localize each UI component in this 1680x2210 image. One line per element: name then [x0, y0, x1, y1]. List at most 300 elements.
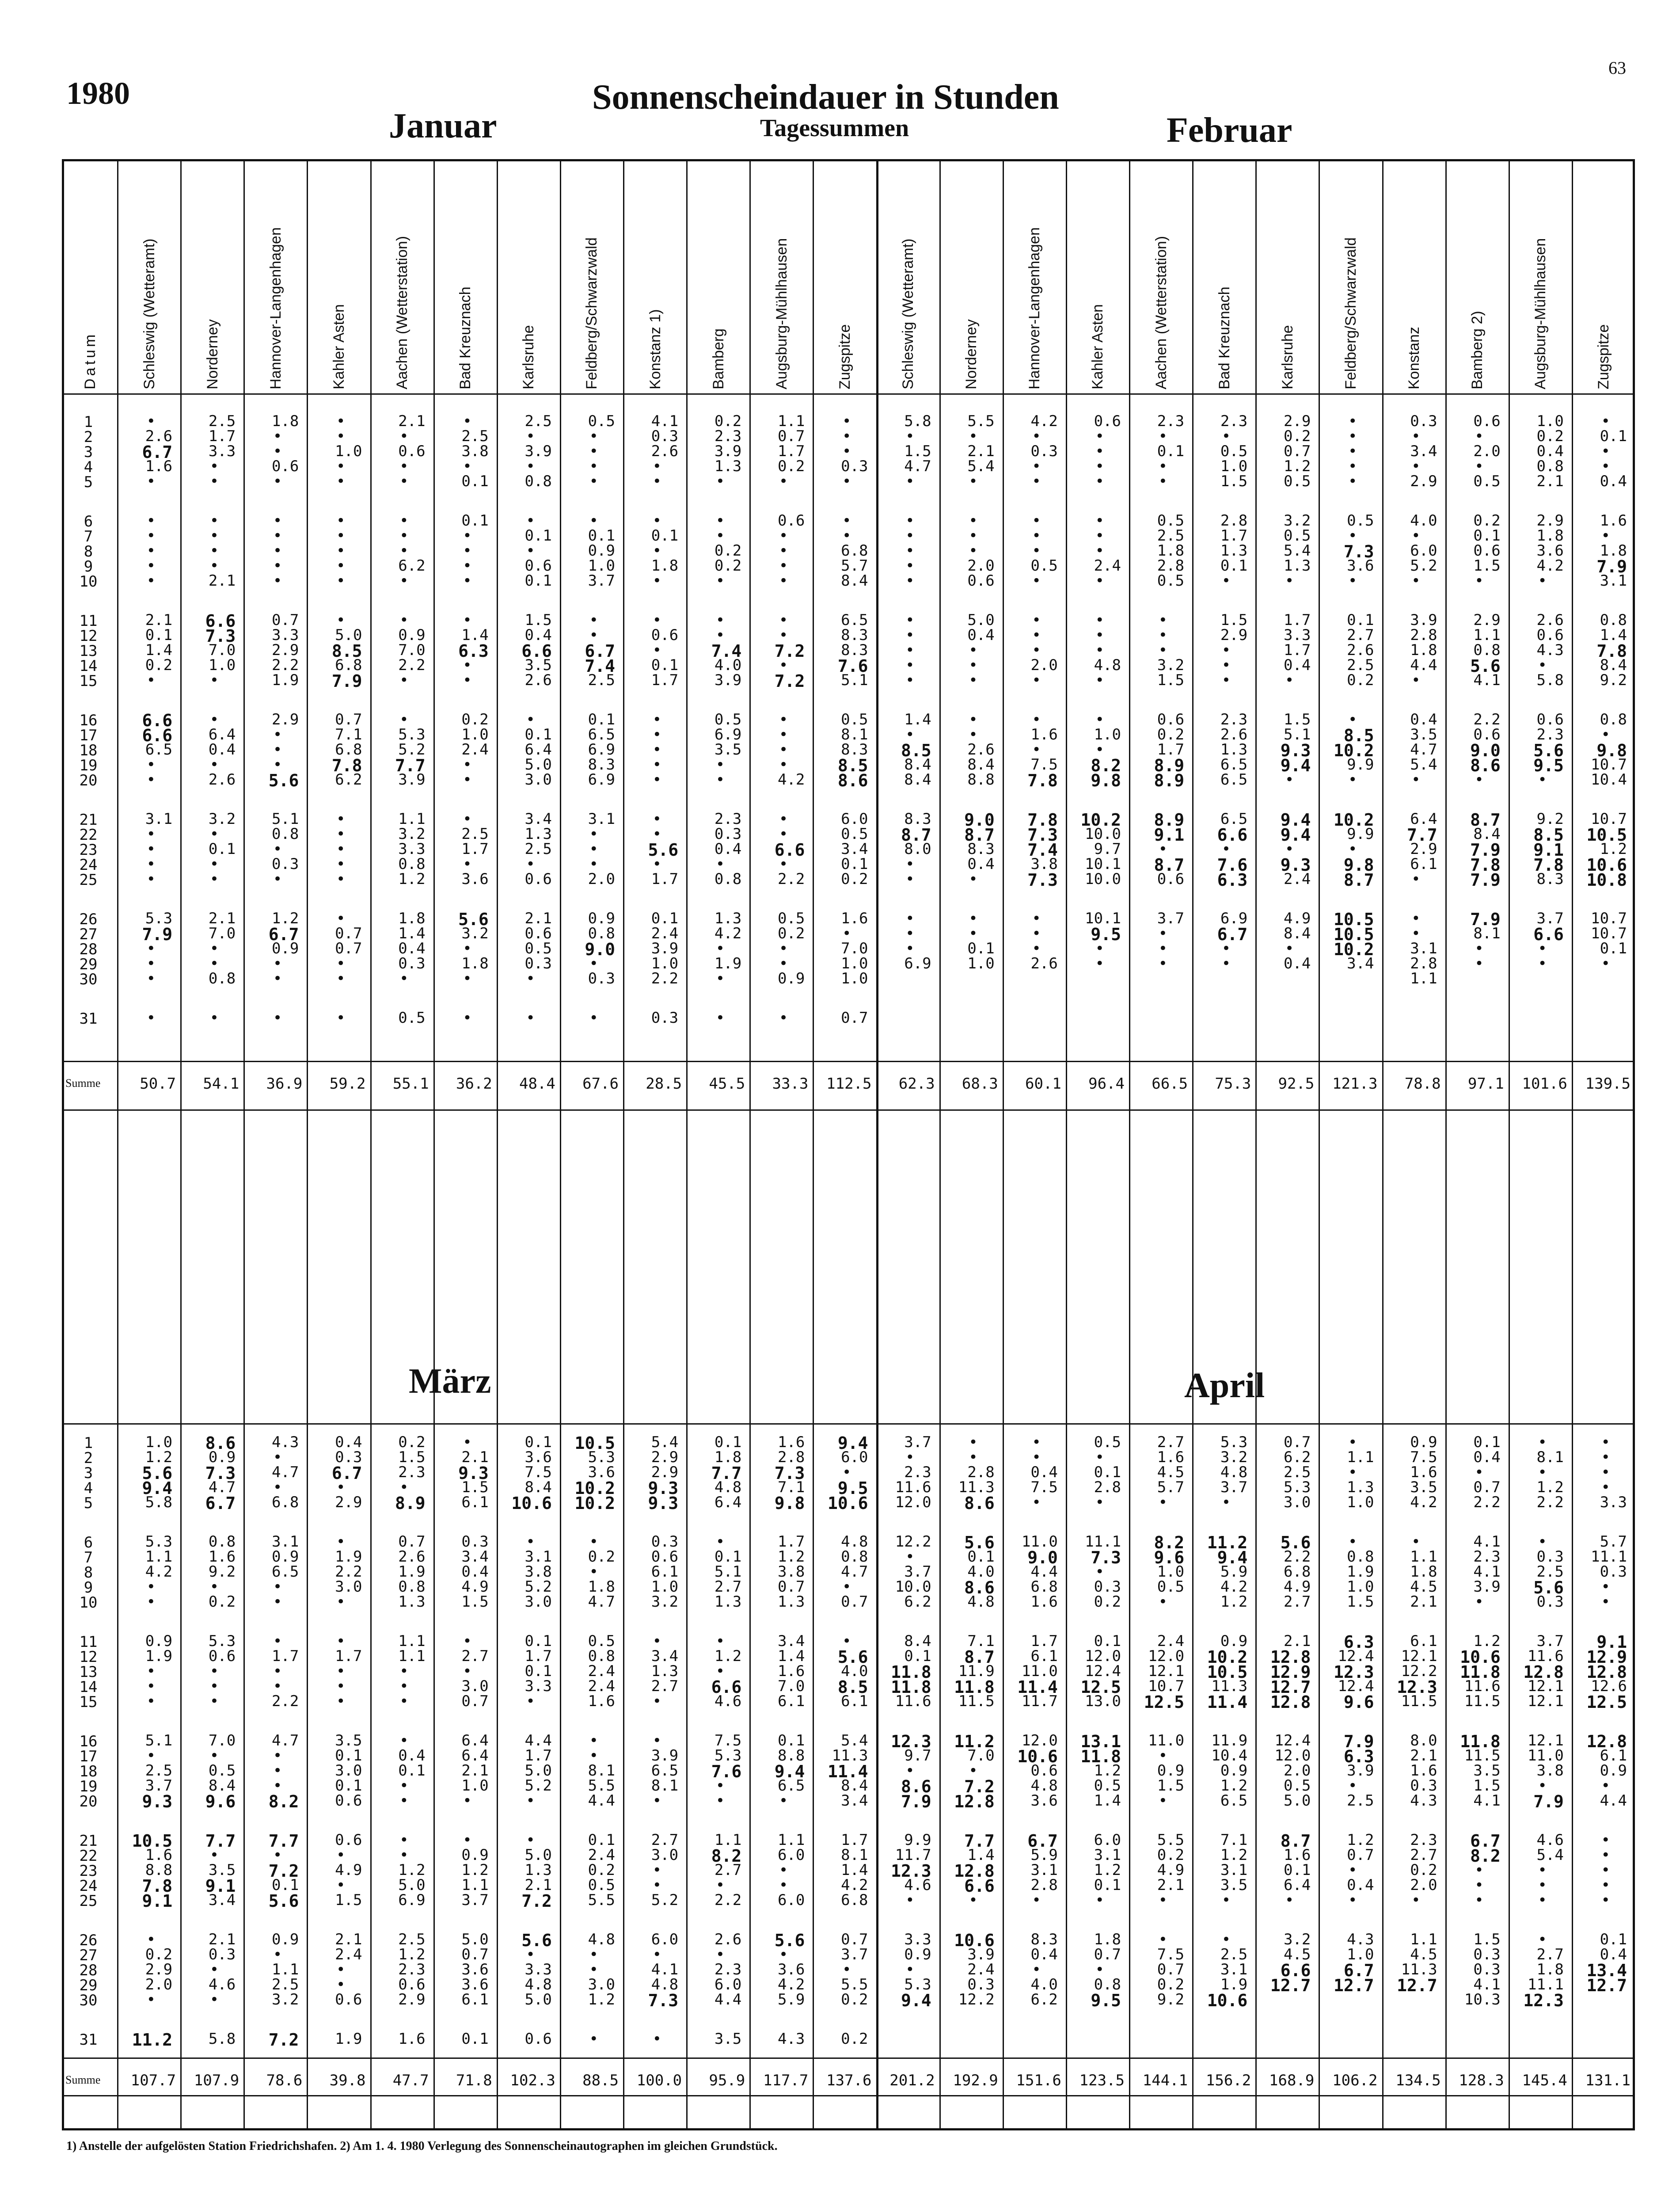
- table-cell: 0.4: [1347, 1876, 1374, 1894]
- table-cell: 1.0: [967, 955, 995, 972]
- table-cell: 1.1: [398, 810, 426, 828]
- day-number: 10: [79, 573, 98, 591]
- table-cell: •: [1348, 1861, 1357, 1879]
- table-cell: 5.5: [841, 1976, 868, 1993]
- table-cell: 1.8: [1600, 542, 1627, 560]
- table-cell: •: [652, 825, 662, 843]
- table-cell: 2.1: [1283, 1632, 1311, 1650]
- table-cell: 3.9: [1347, 1762, 1374, 1779]
- table-cell: •: [969, 656, 978, 674]
- month-title-april: April: [1184, 1366, 1265, 1405]
- table-cell: 1.6: [1030, 726, 1058, 743]
- table-cell: 2.5: [525, 840, 552, 858]
- table-cell: 0.1: [1600, 940, 1627, 957]
- table-cell: •: [969, 711, 978, 728]
- table-cell: 0.3: [841, 457, 868, 475]
- table-cell: •: [652, 2030, 662, 2048]
- table-cell: 2.8: [1220, 512, 1248, 530]
- table-cell: 2.0: [1410, 1876, 1437, 1894]
- day-number: 8: [84, 543, 93, 560]
- table-cell: •: [463, 1632, 472, 1650]
- station-header: [623, 161, 686, 393]
- table-cell: 1.5: [461, 1593, 489, 1611]
- table-cell: 1.4: [904, 711, 931, 728]
- table-cell: 9.3: [648, 1478, 679, 1498]
- day-number: 24: [79, 856, 98, 874]
- table-cell: •: [1601, 457, 1610, 475]
- table-cell: •: [905, 1548, 915, 1566]
- table-cell: •: [399, 1777, 409, 1795]
- column-divider: [1319, 161, 1320, 2128]
- table-cell: 4.5: [1410, 1578, 1437, 1596]
- summe-value: 45.5: [709, 1075, 745, 1093]
- table-cell: 0.6: [1157, 711, 1185, 728]
- table-cell: 2.5: [145, 1762, 173, 1779]
- table-cell: 1.8: [1536, 527, 1564, 545]
- table-cell: •: [1095, 427, 1104, 445]
- table-cell: 4.0: [1410, 512, 1437, 530]
- table-cell: 1.5: [398, 1448, 426, 1466]
- table-cell: 8.1: [1536, 1448, 1564, 1466]
- station-header: [560, 161, 623, 393]
- table-cell: 1.3: [1220, 542, 1248, 560]
- table-cell: •: [589, 840, 598, 858]
- table-cell: •: [273, 1846, 282, 1864]
- table-cell: •: [1601, 726, 1610, 743]
- table-cell: 6.7: [1343, 1961, 1374, 1980]
- table-cell: •: [209, 527, 219, 545]
- table-cell: 7.8: [1470, 855, 1501, 875]
- table-cell: 1.6: [777, 1433, 805, 1451]
- table-cell: 2.0: [1030, 656, 1058, 674]
- day-number: 17: [79, 1748, 98, 1765]
- table-cell: 0.1: [651, 527, 679, 545]
- table-cell: 0.6: [335, 1831, 362, 1849]
- table-cell: 7.5: [714, 1732, 742, 1749]
- table-cell: 2.1: [525, 1876, 552, 1894]
- table-cell: •: [589, 1732, 598, 1749]
- table-cell: •: [146, 472, 156, 490]
- table-cell: •: [336, 527, 346, 545]
- table-cell: 5.0: [967, 611, 995, 629]
- table-cell: 7.3: [1091, 1548, 1121, 1567]
- table-cell: 3.9: [651, 1747, 679, 1764]
- table-cell: 12.5: [1080, 1677, 1121, 1697]
- table-cell: 0.2: [145, 656, 173, 674]
- table-cell: 3.4: [208, 1891, 236, 1909]
- table-cell: •: [273, 572, 282, 590]
- table-cell: 5.1: [1283, 726, 1311, 743]
- table-cell: 6.1: [841, 1692, 868, 1710]
- table-cell: •: [589, 855, 598, 873]
- table-cell: 2.7: [1410, 1846, 1437, 1864]
- table-cell: 1.6: [1283, 1846, 1311, 1864]
- table-cell: 2.2: [1473, 1494, 1501, 1511]
- table-cell: •: [399, 1846, 409, 1864]
- table-cell: 1.7: [777, 442, 805, 460]
- table-cell: •: [209, 457, 219, 475]
- table-cell: 0.6: [1157, 870, 1185, 888]
- table-cell: 8.7: [1280, 1831, 1311, 1851]
- table-cell: 9.0: [585, 940, 615, 959]
- table-cell: 7.0: [777, 1677, 805, 1695]
- table-cell: 0.1: [967, 940, 995, 957]
- table-cell: 5.9: [1030, 1846, 1058, 1864]
- summe-value: 121.3: [1332, 1075, 1378, 1093]
- table-cell: •: [1158, 1593, 1168, 1611]
- table-cell: •: [463, 1433, 472, 1451]
- table-cell: 8.2: [1154, 1533, 1185, 1552]
- table-cell: •: [146, 955, 156, 972]
- table-cell: 0.3: [651, 1009, 679, 1027]
- day-number: 25: [79, 871, 98, 889]
- table-cell: 1.1: [398, 1647, 426, 1665]
- table-cell: 9.0: [1470, 741, 1501, 760]
- station-name: Bad Kreuznach: [457, 286, 474, 389]
- table-cell: 3.6: [461, 1961, 489, 1978]
- table-cell: 0.2: [714, 542, 742, 560]
- table-cell: 0.4: [1473, 1448, 1501, 1466]
- table-cell: 3.5: [1473, 1762, 1501, 1779]
- table-cell: •: [779, 542, 788, 560]
- table-cell: •: [1601, 955, 1610, 972]
- table-cell: 5.0: [525, 1762, 552, 1779]
- table-cell: 7.7: [1406, 825, 1437, 845]
- table-cell: 12.7: [1397, 1976, 1437, 1995]
- table-cell: •: [1095, 611, 1104, 629]
- table-cell: 12.8: [954, 1861, 995, 1881]
- table-cell: •: [779, 626, 788, 644]
- page-number: 63: [1608, 58, 1626, 78]
- table-cell: 6.6: [142, 726, 173, 745]
- table-cell: 4.8: [1030, 1777, 1058, 1795]
- table-cell: 5.4: [841, 1732, 868, 1749]
- table-cell: 1.1: [1347, 1448, 1374, 1466]
- table-cell: 7.3: [1027, 870, 1058, 890]
- table-cell: 8.3: [904, 810, 931, 828]
- table-cell: 7.0: [208, 641, 236, 659]
- table-cell: •: [399, 472, 409, 490]
- table-cell: 2.4: [967, 1961, 995, 1978]
- table-cell: 1.7: [1283, 641, 1311, 659]
- table-cell: 2.0: [1473, 442, 1501, 460]
- table-cell: 6.4: [461, 1747, 489, 1764]
- day-number: 20: [79, 1793, 98, 1810]
- table-cell: 2.7: [651, 1831, 679, 1849]
- table-cell: 1.2: [398, 870, 426, 888]
- table-cell: 12.3: [1397, 1677, 1437, 1697]
- table-cell: •: [336, 1009, 346, 1027]
- table-cell: 10.6: [1207, 1991, 1248, 2010]
- table-cell: •: [463, 412, 472, 430]
- table-cell: •: [1032, 1961, 1041, 1978]
- table-cell: 0.3: [1410, 1777, 1437, 1795]
- table-cell: 12.8: [954, 1792, 995, 1811]
- column-divider: [1003, 161, 1004, 2128]
- table-cell: 2.3: [714, 427, 742, 445]
- table-cell: •: [273, 1632, 282, 1650]
- day-number: 27: [79, 1947, 98, 1964]
- table-cell: 7.6: [711, 1762, 742, 1781]
- table-cell: •: [336, 1976, 346, 1993]
- table-cell: 3.0: [525, 1593, 552, 1611]
- table-cell: 2.2: [777, 870, 805, 888]
- table-cell: •: [336, 970, 346, 987]
- table-cell: 3.5: [1410, 726, 1437, 743]
- table-cell: 10.6: [954, 1931, 995, 1950]
- table-cell: •: [399, 572, 409, 590]
- table-cell: 0.7: [398, 1533, 426, 1551]
- table-cell: 0.6: [398, 442, 426, 460]
- table-cell: •: [589, 1961, 598, 1978]
- table-cell: 3.0: [525, 771, 552, 789]
- column-divider: [370, 161, 372, 2128]
- table-cell: 6.4: [525, 741, 552, 758]
- table-cell: •: [336, 542, 346, 560]
- table-cell: 10.5: [1333, 910, 1374, 929]
- table-cell: 0.1: [1473, 527, 1501, 545]
- station-name: Aachen (Wetterstation): [1152, 236, 1170, 389]
- table-cell: 0.1: [461, 512, 489, 530]
- table-cell: 7.8: [1027, 810, 1058, 830]
- table-cell: 5.0: [461, 1931, 489, 1948]
- table-cell: 6.6: [521, 641, 552, 661]
- table-cell: •: [273, 472, 282, 490]
- station-header: [180, 161, 243, 393]
- table-cell: •: [1538, 1876, 1547, 1894]
- table-cell: 8.7: [1470, 810, 1501, 830]
- table-cell: 6.0: [777, 1846, 805, 1864]
- table-cell: 11.4: [827, 1762, 868, 1781]
- table-cell: 5.3: [904, 1976, 931, 1993]
- table-cell: 7.3: [1027, 825, 1058, 845]
- table-cell: 2.0: [588, 870, 615, 888]
- table-cell: •: [273, 427, 282, 445]
- summe-value: 71.8: [456, 2072, 492, 2089]
- station-header: [1319, 161, 1382, 393]
- table-cell: 3.9: [1410, 611, 1437, 629]
- year-label: 1980: [66, 76, 130, 111]
- table-cell: 0.4: [398, 940, 426, 957]
- station-name: Feldberg/Schwarzwald: [1342, 237, 1359, 389]
- table-cell: 13.1: [1080, 1732, 1121, 1751]
- table-cell: •: [273, 1448, 282, 1466]
- column-divider: [1192, 161, 1193, 2128]
- table-cell: 0.9: [1410, 1433, 1437, 1451]
- table-cell: 3.2: [398, 825, 426, 843]
- table-cell: 3.6: [461, 1976, 489, 1993]
- table-cell: 2.7: [714, 1861, 742, 1879]
- station-header: [876, 161, 939, 393]
- table-cell: 1.7: [1220, 527, 1248, 545]
- table-cell: •: [589, 1563, 598, 1581]
- table-cell: 11.6: [1464, 1677, 1501, 1695]
- column-divider: [497, 161, 498, 2128]
- table-cell: 9.8: [1091, 771, 1121, 790]
- table-cell: •: [273, 1478, 282, 1496]
- table-cell: 3.7: [1536, 1632, 1564, 1650]
- table-cell: •: [905, 527, 915, 545]
- table-cell: 2.3: [1220, 711, 1248, 728]
- station-header: [1192, 161, 1255, 393]
- table-cell: •: [969, 1448, 978, 1466]
- column-divider: [1445, 161, 1447, 2128]
- table-cell: •: [336, 1846, 346, 1864]
- table-cell: •: [779, 825, 788, 843]
- table-cell: 2.6: [208, 771, 236, 789]
- table-cell: 0.6: [1473, 412, 1501, 430]
- table-cell: •: [905, 855, 915, 873]
- summe-rule: [62, 1061, 1635, 1062]
- table-cell: 6.7: [331, 1463, 362, 1483]
- table-cell: 5.6: [458, 910, 489, 929]
- table-cell: 9.1: [1596, 1632, 1627, 1652]
- table-cell: 9.4: [1280, 810, 1311, 830]
- table-cell: •: [905, 656, 915, 674]
- table-cell: 2.1: [1410, 1747, 1437, 1764]
- table-cell: 6.5: [841, 611, 868, 629]
- table-cell: 6.1: [461, 1494, 489, 1511]
- table-cell: 4.2: [777, 1976, 805, 1993]
- table-cell: 0.6: [525, 557, 552, 575]
- station-name: Feldberg/Schwarzwald: [583, 237, 601, 389]
- table-cell: 0.1: [1094, 1632, 1121, 1650]
- table-cell: •: [715, 1777, 725, 1795]
- table-cell: 4.4: [1410, 656, 1437, 674]
- table-cell: 1.6: [1410, 1463, 1437, 1481]
- table-cell: 7.2: [774, 671, 805, 691]
- table-cell: 0.5: [1283, 472, 1311, 490]
- table-cell: 12.3: [891, 1861, 931, 1881]
- table-cell: •: [969, 527, 978, 545]
- table-cell: •: [1538, 1777, 1547, 1795]
- summe-value: 92.5: [1278, 1075, 1315, 1093]
- table-cell: •: [842, 472, 851, 490]
- table-cell: •: [209, 855, 219, 873]
- table-cell: 3.3: [525, 1961, 552, 1978]
- table-cell: •: [842, 527, 851, 545]
- table-cell: •: [1348, 771, 1357, 789]
- table-cell: •: [1348, 427, 1357, 445]
- table-cell: 3.0: [588, 1976, 615, 1993]
- table-cell: 3.6: [525, 1448, 552, 1466]
- table-cell: •: [1221, 840, 1231, 858]
- table-cell: •: [1538, 1533, 1547, 1551]
- table-cell: 8.8: [967, 771, 995, 789]
- table-cell: •: [146, 1692, 156, 1710]
- table-cell: 12.1: [1527, 1677, 1564, 1695]
- station-name: Augsburg-Mühlhausen: [1532, 238, 1549, 389]
- table-cell: 5.8: [208, 2030, 236, 2048]
- table-cell: 0.2: [208, 1593, 236, 1611]
- table-cell: 0.1: [651, 910, 679, 927]
- table-cell: 9.2: [1600, 671, 1627, 689]
- table-cell: 11.2: [1207, 1533, 1248, 1552]
- table-cell: 5.4: [967, 457, 995, 475]
- table-cell: 2.5: [1347, 1792, 1374, 1810]
- table-cell: 8.6: [837, 771, 868, 790]
- table-cell: 1.8: [271, 412, 299, 430]
- table-cell: 3.5: [525, 656, 552, 674]
- table-cell: 0.4: [1030, 1946, 1058, 1963]
- table-cell: 0.7: [777, 1578, 805, 1596]
- day-number: 17: [79, 727, 98, 744]
- table-cell: •: [399, 671, 409, 689]
- table-cell: •: [905, 1448, 915, 1466]
- table-cell: 7.5: [1030, 756, 1058, 774]
- table-cell: 6.6: [1280, 1961, 1311, 1980]
- table-cell: 4.2: [841, 1876, 868, 1894]
- table-cell: •: [779, 472, 788, 490]
- table-cell: 2.1: [208, 1931, 236, 1948]
- table-cell: •: [399, 527, 409, 545]
- day-number: 2: [84, 1449, 93, 1467]
- table-cell: 0.1: [398, 1762, 426, 1779]
- table-cell: 0.5: [714, 711, 742, 728]
- table-cell: •: [336, 472, 346, 490]
- table-cell: 1.1: [398, 1632, 426, 1650]
- table-cell: •: [463, 457, 472, 475]
- summe-value: 68.3: [962, 1075, 998, 1093]
- table-cell: 3.3: [1283, 626, 1311, 644]
- table-cell: 0.4: [335, 1433, 362, 1451]
- table-cell: •: [905, 572, 915, 590]
- table-cell: 4.8: [525, 1976, 552, 1993]
- table-cell: 12.1: [1401, 1647, 1437, 1665]
- table-cell: 0.6: [398, 1976, 426, 1993]
- table-cell: 3.3: [525, 1677, 552, 1695]
- table-cell: 0.8: [1347, 1548, 1374, 1566]
- table-cell: 1.2: [1094, 1762, 1121, 1779]
- table-cell: 7.9: [1470, 910, 1501, 929]
- table-cell: 9.1: [205, 1876, 236, 1896]
- table-cell: •: [209, 1991, 219, 2008]
- table-cell: 3.2: [1220, 1448, 1248, 1466]
- table-cell: •: [273, 527, 282, 545]
- table-cell: 2.4: [588, 1662, 615, 1680]
- table-cell: 7.5: [1410, 1448, 1437, 1466]
- table-cell: •: [779, 810, 788, 828]
- table-cell: 0.4: [1536, 442, 1564, 460]
- table-cell: •: [463, 940, 472, 957]
- table-cell: 5.5: [588, 1777, 615, 1795]
- table-cell: 5.0: [525, 756, 552, 774]
- table-cell: 3.3: [1600, 1494, 1627, 1511]
- table-cell: 9.1: [142, 1891, 173, 1911]
- table-cell: •: [652, 1632, 662, 1650]
- table-cell: 6.6: [1533, 925, 1564, 944]
- table-cell: •: [715, 940, 725, 957]
- table-cell: 6.3: [1217, 870, 1248, 890]
- table-cell: 11.0: [1021, 1662, 1058, 1680]
- table-cell: 6.0: [1410, 542, 1437, 560]
- table-cell: •: [969, 910, 978, 927]
- day-number: 18: [79, 742, 98, 759]
- table-cell: 10.7: [1148, 1677, 1185, 1695]
- table-cell: 6.3: [1343, 1632, 1374, 1652]
- table-cell: •: [399, 1478, 409, 1496]
- table-cell: 8.8: [777, 1747, 805, 1764]
- table-cell: •: [336, 1593, 346, 1611]
- day-number: 29: [79, 1977, 98, 1994]
- table-cell: •: [209, 1009, 219, 1027]
- table-cell: •: [652, 472, 662, 490]
- table-cell: 12.3: [1333, 1662, 1374, 1682]
- summe-value: 123.5: [1079, 2072, 1125, 2089]
- summe-rule: [62, 2058, 1635, 2059]
- table-cell: •: [905, 641, 915, 659]
- table-cell: 6.9: [588, 771, 615, 789]
